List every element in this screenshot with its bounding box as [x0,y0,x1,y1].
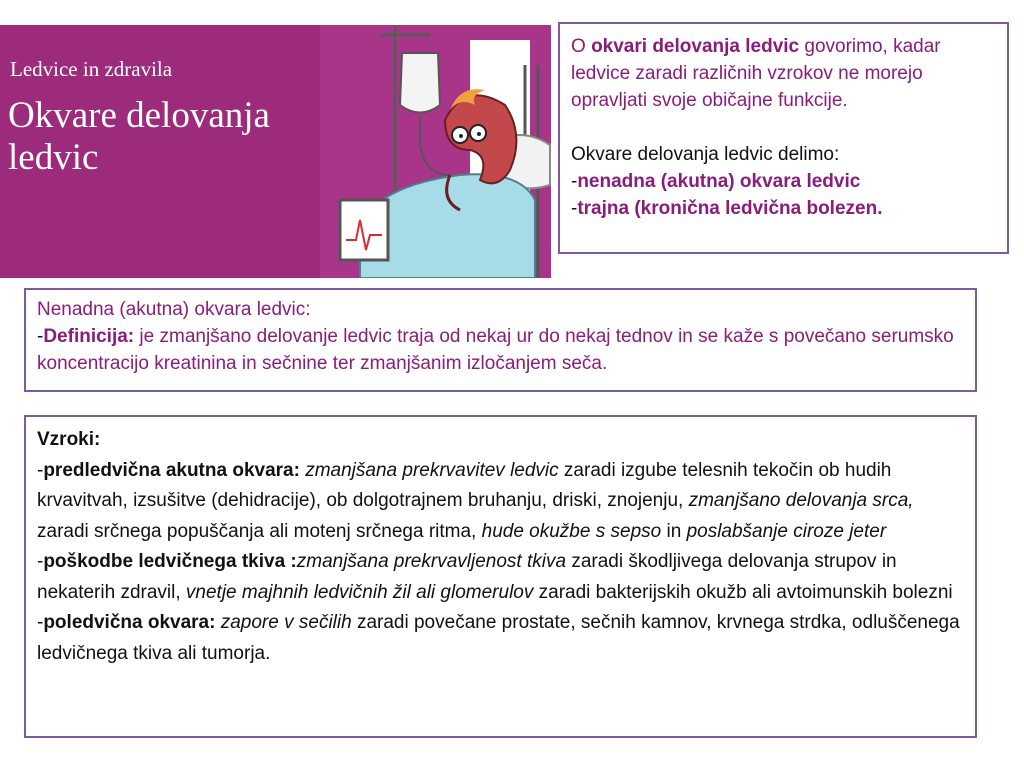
cause-prerenal: -predledvična akutna okvara: zmanjšana prekrvavitev ledvic zaradi izgube telesnih tekočin ob hudih krvavitvah, izsušitve (dehidracije), ob dolgotrajnem bruhanju, driski, znojenju, zmanjšano delovanja srca, zaradi srčnega popuščanja ali motenj srčnega ritma, hude okužbe s sepso in poslabšanje ciroze jeter [37,459,914,542]
kidney-patient-illustration-icon [320,25,551,278]
division-heading: Okvare delovanja ledvic delimo: [571,144,840,165]
banner-title: Okvare delovanja ledvic [8,95,270,178]
acute-definition: -Definicija: je zmanjšano delovanje ledvic traja od nekaj ur do nekaj tednov in se kaže s povečano serumsko koncentracijo kreatinina in sečnine ter zmanjšanim izločanjem seča. [37,326,954,374]
acute-definition-box [24,288,977,392]
banner-subtitle: Ledvice in zdravila [10,57,173,81]
definition-text: je zmanjšano delovanje ledvic traja od nekaj ur do nekaj tednov in se kaže s povečano serumsko koncentracijo kreatinina in sečnine ter zmanjšanim izločanjem seča. [37,326,954,374]
intro-paragraph [571,33,996,114]
cause-postrenal: -poledvična okvara: zapore v sečilih zaradi povečane prostate, sečnih kamnov, krvnega strdka, odluščenega ledvičnega tkiva ali tumorja. [37,612,960,664]
header-banner [0,25,551,278]
causes-heading: Vzroki: [37,429,101,450]
intro-text-start: O [571,36,592,57]
division-item-acute: -nenadna (akutna) okvara ledvic [571,171,861,192]
division-item-chronic: -trajna (kronična ledvična bolezen. [571,198,883,219]
definition-label: Definicija: [43,326,135,347]
acute-heading: Nenadna (akutna) okvara ledvic: [37,299,311,320]
intro-box [558,22,1009,254]
intro-text-rest: govorimo, kadar ledvice zaradi različnih vzrokov ne morejo opravljati svoje običajne funkcije. [571,36,941,111]
intro-bold-term: okvari delovanja ledvic [591,36,800,57]
causes-box [24,415,977,738]
cause-renal-tissue: -poškodbe ledvičnega tkiva :zmanjšana prekrvavljenost tkiva zaradi škodljivega delovanja strupov in nekaterih zdravil, vnetje majhnih ledvičnih žil ali glomerulov zaradi bakterijskih okužb ali avtoimunskih bolezni [37,551,953,603]
